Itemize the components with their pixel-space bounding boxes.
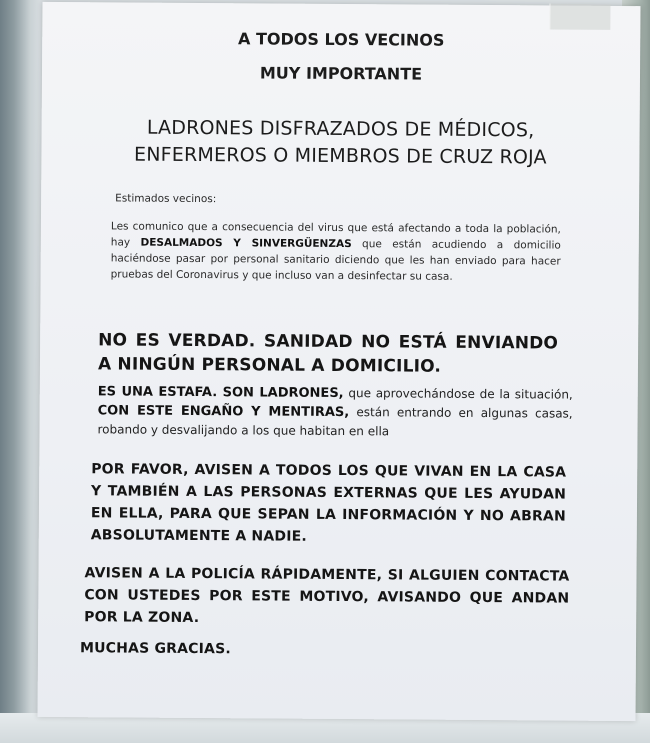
- greeting: Estimados vecinos:: [115, 192, 217, 206]
- scam-text-2: están entrando en algunas casas, robando y desvalijando a los que habitan en ella: [97, 405, 573, 439]
- scam-text-1: que aprovechándose de la situación,: [343, 386, 573, 402]
- request-paragraph: POR FAVOR, AVISEN A TODOS LOS QUE VIVAN EN LA CASA Y TAMBIÉN A LAS PERSONAS EXTERNAS QUE LES AYUDAN EN ELLA, PARA QUE SEPAN LA INFORMACIÓN Y NO ABRAN ABSOLUTAMENTE A NADIE.: [90, 461, 567, 545]
- headline-line-1: LADRONES DISFRAZADOS DE MÉDICOS,: [146, 116, 535, 142]
- notice-headline: [41, 114, 639, 172]
- notice-header-line-1: A TODOS LOS VECINOS: [238, 29, 445, 50]
- intro-emphasis: DESALMADOS Y SINVERGÜENZAS: [140, 236, 352, 251]
- scam-bold-1: ES UNA ESTAFA. SON LADRONES,: [97, 384, 344, 402]
- closing-text: MUCHAS GRACIAS.: [79, 640, 231, 658]
- headline-line-2: ENFERMEROS O MIEMBROS DE CRUZ ROJA: [134, 143, 547, 169]
- intro-text-before: Les comunico que a consecuencia del virus que está afectando a toda la población, hay: [110, 220, 561, 249]
- police-paragraph: AVISEN A LA POLICÍA RÁPIDAMENTE, SI ALGUIEN CONTACTA CON USTEDES POR ESTE MOTIVO, AVISANDO QUE ANDAN POR LA ZONA.: [84, 565, 570, 627]
- scam-bold-2: CON ESTE ENGAÑO Y MENTIRAS,: [97, 403, 350, 421]
- intro-text-after: que están acudiendo a domicilio haciéndose pasar por personal sanitario diciendo que les han enviado para hacer pruebas del Coronavirus y que incluso van a desinfectar su casa.: [110, 238, 561, 283]
- tape-strip: [549, 3, 610, 29]
- intro-paragraph: [111, 218, 561, 285]
- warning-paragraph: NO ES VERDAD. SANIDAD NO ESTÁ ENVIANDO A NINGÚN PERSONAL A DOMICILIO.: [97, 330, 559, 377]
- notice-paper: [38, 2, 641, 721]
- notice-header-line-2: MUY IMPORTANTE: [259, 63, 423, 84]
- scam-paragraph: [97, 382, 572, 442]
